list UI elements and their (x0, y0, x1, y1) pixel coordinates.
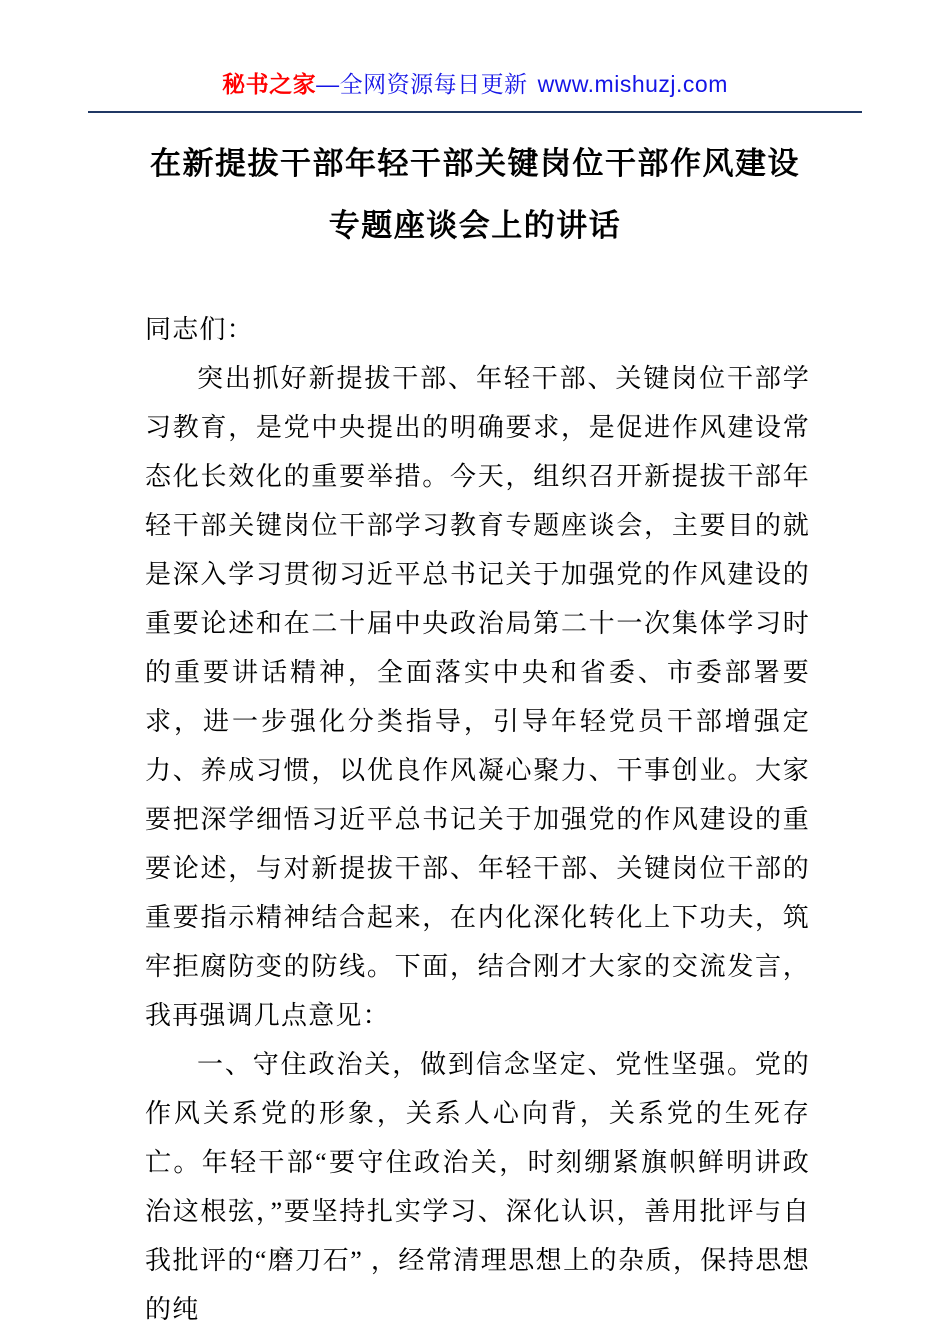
paragraph-2: 一、守住政治关，做到信念坚定、党性坚强。党的作风关系党的形象，关系人心向背，关系党的生死存亡。年轻干部“要守住政治关，时刻绷紧旗帜鲜明讲政治这根弦，”要坚持扎实学习、深化认识，善用批评与自我批评的“磨刀石” ，经常清理思想上的杂质，保持思想的纯 (145, 1050, 810, 1324)
document-title (120, 133, 830, 257)
salutation: 同志们： (145, 315, 254, 344)
site-url-link[interactable]: www.mishuzj.com (537, 71, 728, 97)
paragraph-1: 突出抓好新提拔干部、年轻干部、关键岗位干部学习教育，是党中央提出的明确要求，是促进作风建设常态化长效化的重要举措。今天，组织召开新提拔干部年轻干部关键岗位干部学习教育专题座谈会，主要目的就是深入学习贯彻习近平总书记关于加强党的作风建设的重要论述和在二十届中央政治局第二十一次集体学习时的重要讲话精神，全面落实中央和省委、市委部署要求，进一步强化分类指导，引导年轻党员干部增强定力、养成习惯，以优良作风凝心聚力、干事创业。大家要把深学细悟习近平总书记关于加强党的作风建设的重要论述，与对新提拔干部、年轻干部、关键岗位干部的重要指示精神结合起来，在内化深化转化上下功夫，筑牢拒腐防变的防线。下面，结合刚才大家的交流发言，我再强调几点意见： (145, 364, 810, 1030)
site-header (88, 66, 862, 113)
document-title-line1: 在新提拔干部年轻干部关键岗位干部作风建设 (150, 146, 800, 181)
site-name: 秘书之家 (222, 71, 317, 97)
document-body (145, 305, 810, 1334)
document-title-line2: 专题座谈会上的讲话 (328, 208, 622, 243)
site-tagline: —全网资源每日更新 (316, 71, 528, 97)
